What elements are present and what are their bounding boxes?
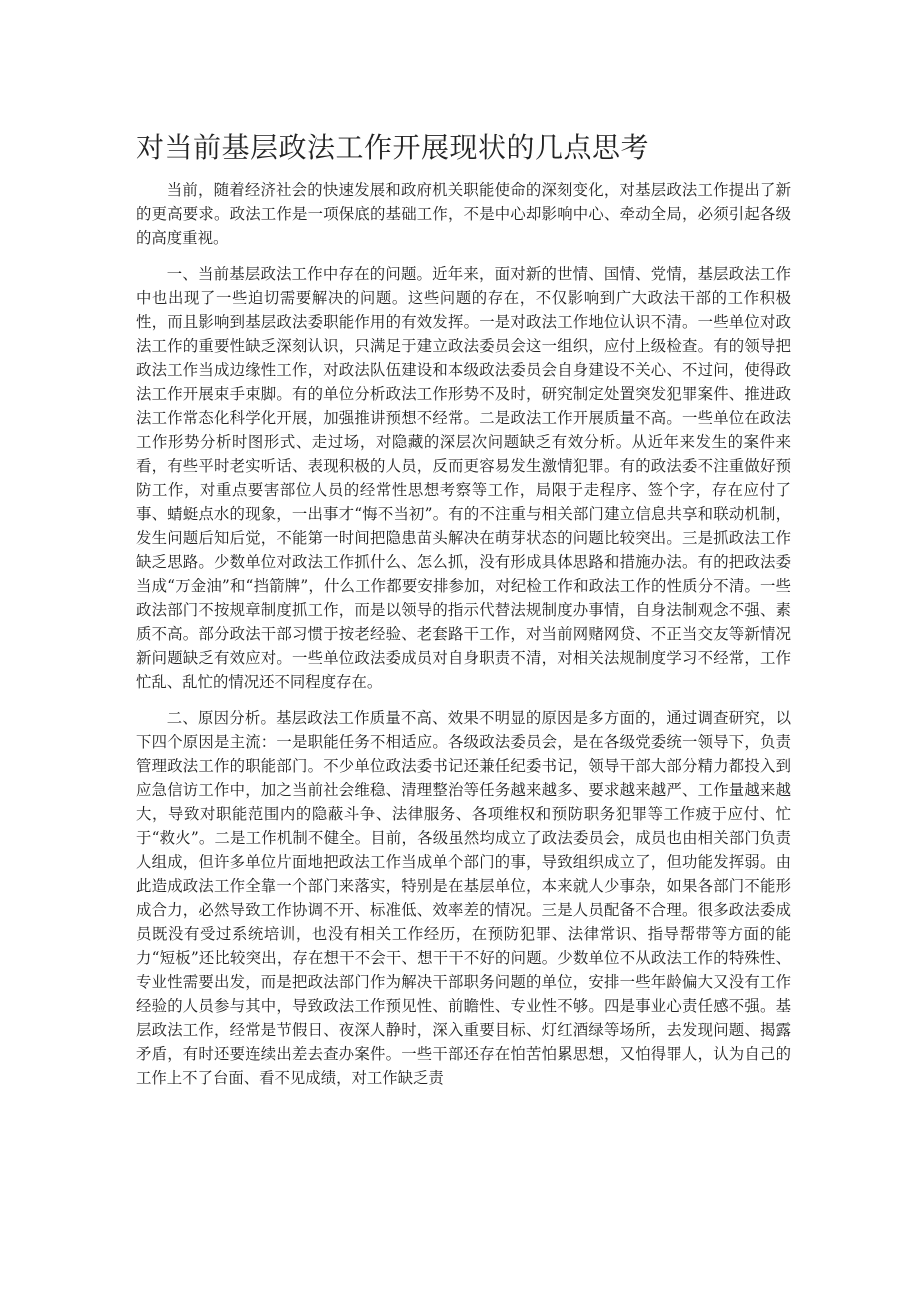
document-body	[136, 178, 791, 1102]
analysis-paragraph: 二、原因分析。基层政法工作质量不高、效果不明显的原因是多方面的，通过调查研究，以下四个原因是主流：一是职能任务不相适应。各级政法委员会，是在各级党委统一领导下，负责管理政法工作的职能部门。不少单位政法委书记还兼任纪委书记，领导干部大部分精力都投入到应急信访工作中，加之当前社会维稳、清理整治等任务越来越多、要求越来越严、工作量越来越大，导致对职能范围内的隐蔽斗争、法律服务、各项维权和预防职务犯罪等工作疲于应付、忙于“救火”。二是工作机制不健全。目前，各级虽然均成立了政法委员会，成员也由相关部门负责人组成，但许多单位片面地把政法工作当成单个部门的事，导致组织成立了，但功能发挥弱。由此造成政法工作全靠一个部门来落实，特别是在基层单位，本来就人少事杂，如果各部门不能形成合力，必然导致工作协调不开、标准低、效率差的情况。三是人员配备不合理。很多政法委成员既没有受过系统培训，也没有相关工作经历，在预防犯罪、法律常识、指导帮带等方面的能力“短板”还比较突出，存在想干不会干、想干干不好的问题。少数单位不从政法工作的特殊性、专业性需要出发，而是把政法部门作为解决干部职务问题的单位，安排一些年龄偏大又没有工作经验的人员参与其中，导致政法工作预见性、前瞻性、专业性不够。四是事业心责任感不强。基层政法工作，经常是节假日、夜深人静时，深入重要目标、灯红酒绿等场所，去发现问题、揭露矛盾，有时还要连续出差去查办案件。一些干部还存在怕苦怕累思想，又怕得罪人，认为自己的工作上不了台面、看不见成绩，对工作缺乏责	[136, 709, 791, 1087]
problems-paragraph: 一、当前基层政法工作中存在的问题。近年来，面对新的世情、国情、党情，基层政法工作中也出现了一些迫切需要解决的问题。这些问题的存在，不仅影响到广大政法干部的工作积极性，而且影响到基层政法委职能作用的有效发挥。一是对政法工作地位认识不清。一些单位对政法工作的重要性缺乏深刻认识，只满足于建立政法委员会这一组织，应付上级检查。有的领导把政法工作当成边缘性工作，对政法队伍建设和本级政法委员会自身建设不关心、不过问，使得政法工作开展束手束脚。有的单位分析政法工作形势不及时，研究制定处置突发犯罪案件、推进政法工作常态化科学化开展，加强推讲预想不经常。二是政法工作开展质量不高。一些单位在政法工作形势分析时图形式、走过场，对隐藏的深层次问题缺乏有效分析。从近年来发生的案件来看，有些平时老实听话、表现积极的人员，反而更容易发生激情犯罪。有的政法委不注重做好预防工作，对重点要害部位人员的经常性思想考察等工作，局限于走程序、签个字，存在应付了事、蜻蜓点水的现象，一出事才“悔不当初”。有的不注重与相关部门建立信息共享和联动机制，发生问题后知后觉，不能第一时间把隐患苗头解决在萌芽状态的问题比较突出。三是抓政法工作缺乏思路。少数单位对政法工作抓什么、怎么抓，没有形成具体思路和措施办法。有的把政法委当成“万金油”和“挡箭牌”，什么工作都要安排参加，对纪检工作和政法工作的性质分不清。一些政法部门不按规章制度抓工作，而是以领导的指示代替法规制度办事情，自身法制观念不强、素质不高。部分政法干部习惯于按老经验、老套路干工作，对当前网赌网贷、不正当交友等新情况新问题缺乏有效应对。一些单位政法委成员对自身职责不清，对相关法规制度学习不经常，工作忙乱、乱忙的情况还不同程度存在。	[136, 265, 791, 691]
intro-paragraph: 当前，随着经济社会的快速发展和政府机关职能使命的深刻变化，对基层政法工作提出了新的更高要求。政法工作是一项保底的基础工作，不是中心却影响中心、牵动全局，必须引起各级的高度重视。	[136, 181, 791, 247]
document-title: 对当前基层政法工作开展现状的几点思考	[136, 131, 650, 164]
